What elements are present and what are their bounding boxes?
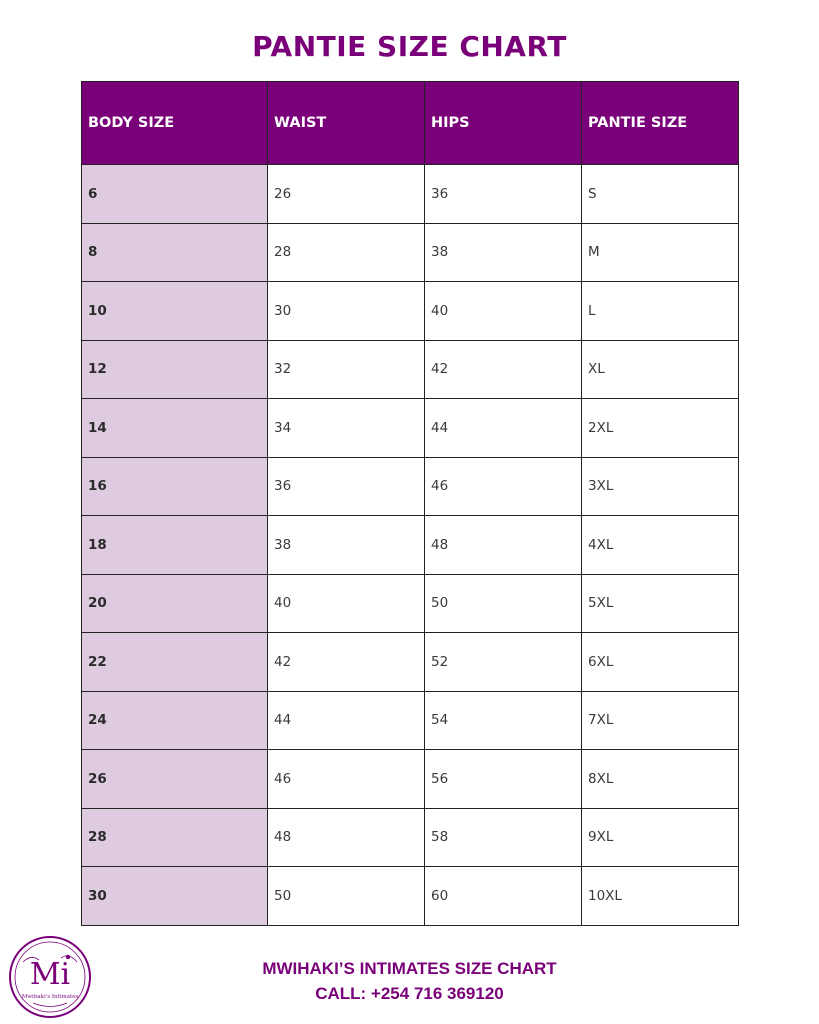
hips-cell: 60: [425, 867, 582, 926]
logo-tagline: Mwihaki's Intimates: [21, 994, 79, 1000]
body-size-cell: 18: [82, 516, 268, 575]
table-row: [82, 691, 739, 750]
waist-cell: 34: [268, 399, 425, 458]
table-row: [82, 516, 739, 575]
table-row: [82, 808, 739, 867]
pantie-size-cell: M: [582, 223, 739, 282]
body-size-cell: 20: [82, 574, 268, 633]
body-size-cell: 26: [82, 750, 268, 809]
pantie-size-cell: 2XL: [582, 399, 739, 458]
pantie-size-cell: 8XL: [582, 750, 739, 809]
body-size-cell: 30: [82, 867, 268, 926]
hips-cell: 48: [425, 516, 582, 575]
table-row: [82, 867, 739, 926]
pantie-size-cell: XL: [582, 340, 739, 399]
body-size-cell: 14: [82, 399, 268, 458]
header-pantie-size: PANTIE SIZE: [582, 82, 739, 165]
pantie-size-cell: 3XL: [582, 457, 739, 516]
waist-cell: 42: [268, 633, 425, 692]
pantie-size-cell: 4XL: [582, 516, 739, 575]
table-row: [82, 574, 739, 633]
waist-cell: 48: [268, 808, 425, 867]
pantie-size-cell: 5XL: [582, 574, 739, 633]
waist-cell: 26: [268, 165, 425, 224]
waist-cell: 44: [268, 691, 425, 750]
waist-cell: 36: [268, 457, 425, 516]
body-size-cell: 24: [82, 691, 268, 750]
page-title: PANTIE SIZE CHART: [252, 30, 567, 63]
hips-cell: 58: [425, 808, 582, 867]
pantie-size-cell: 7XL: [582, 691, 739, 750]
table-row: [82, 223, 739, 282]
table-row: [82, 340, 739, 399]
table-row: [82, 457, 739, 516]
body-size-cell: 6: [82, 165, 268, 224]
logo-monogram-text: Mi: [29, 957, 71, 992]
waist-cell: 38: [268, 516, 425, 575]
hips-cell: 52: [425, 633, 582, 692]
pantie-size-cell: S: [582, 165, 739, 224]
table-row: [82, 399, 739, 458]
pantie-size-cell: 6XL: [582, 633, 739, 692]
waist-cell: 30: [268, 282, 425, 341]
table-row: [82, 165, 739, 224]
footer-brand-line: MWIHAKI’S INTIMATES SIZE CHART: [262, 959, 557, 978]
hips-cell: 46: [425, 457, 582, 516]
header-hips: HIPS: [425, 82, 582, 165]
body-size-cell: 22: [82, 633, 268, 692]
pantie-size-cell: L: [582, 282, 739, 341]
table-row: [82, 282, 739, 341]
table-row: [82, 750, 739, 809]
hips-cell: 50: [425, 574, 582, 633]
waist-cell: 32: [268, 340, 425, 399]
body-size-cell: 12: [82, 340, 268, 399]
hips-cell: 54: [425, 691, 582, 750]
hips-cell: 42: [425, 340, 582, 399]
waist-cell: 50: [268, 867, 425, 926]
footer: [0, 956, 819, 1006]
waist-cell: 40: [268, 574, 425, 633]
header-body-size: BODY SIZE: [82, 82, 268, 165]
waist-cell: 28: [268, 223, 425, 282]
hips-cell: 36: [425, 165, 582, 224]
hips-cell: 40: [425, 282, 582, 341]
table-header-row: [82, 82, 739, 165]
waist-cell: 46: [268, 750, 425, 809]
size-chart-table: [81, 81, 739, 926]
hips-cell: 44: [425, 399, 582, 458]
footer-phone-line: CALL: +254 716 369120: [315, 984, 504, 1003]
table-row: [82, 633, 739, 692]
hips-cell: 38: [425, 223, 582, 282]
body-size-cell: 16: [82, 457, 268, 516]
pantie-size-cell: 9XL: [582, 808, 739, 867]
body-size-cell: 28: [82, 808, 268, 867]
header-waist: WAIST: [268, 82, 425, 165]
body-size-cell: 8: [82, 223, 268, 282]
hips-cell: 56: [425, 750, 582, 809]
pantie-size-cell: 10XL: [582, 867, 739, 926]
body-size-cell: 10: [82, 282, 268, 341]
